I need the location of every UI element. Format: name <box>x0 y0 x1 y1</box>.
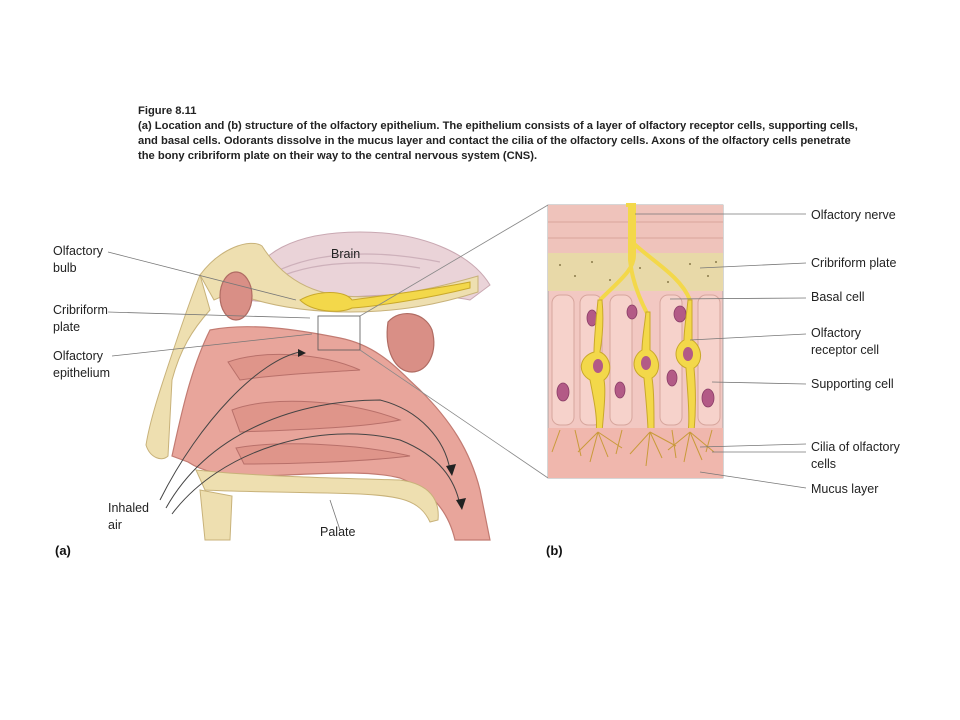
label-supporting-cell: Supporting cell <box>811 377 894 391</box>
sphenoid-sinus <box>387 314 434 372</box>
label-brain: Brain <box>331 247 361 261</box>
caption-text: (a) Location and (b) structure of the olfactory epithelium. The epithelium consists of a layer of olfactory receptor cells, supporting cells, and basal cells. Odorants dissolve in the mucus layer and contact the cilia of the olfactory cells. Axons of the olfactory cells penetrate the bony cribriform plate on their way to the central nervous system (CNS). <box>138 120 858 162</box>
label-inhaled-air: Inhaled air <box>108 501 150 532</box>
label-cribriform-plate-a: Cribriform plate <box>53 303 108 334</box>
label-basal-cell: Basal cell <box>811 290 865 304</box>
label-mucus-layer: Mucus layer <box>811 482 879 496</box>
label-cribriform-plate-b: Cribriform plate <box>811 256 897 270</box>
label-olfactory-receptor-cell: Olfactory receptor cell <box>811 326 880 357</box>
label-olfactory-nerve: Olfactory nerve <box>811 208 896 222</box>
label-olfactory-bulb: Olfactory bulb <box>53 244 104 275</box>
frontal-sinus <box>220 272 252 320</box>
mucus-layer-band <box>548 428 723 478</box>
label-olfactory-epithelium: Olfactory epithelium <box>53 349 110 380</box>
panel-b-label: (b) <box>546 543 563 558</box>
panel-a-label: (a) <box>55 543 71 558</box>
label-palate: Palate <box>320 525 356 539</box>
label-cilia: Cilia of olfactory cells <box>811 440 900 471</box>
panel-b-illustration <box>548 205 723 478</box>
figure-number: Figure 8.11 <box>138 105 197 117</box>
